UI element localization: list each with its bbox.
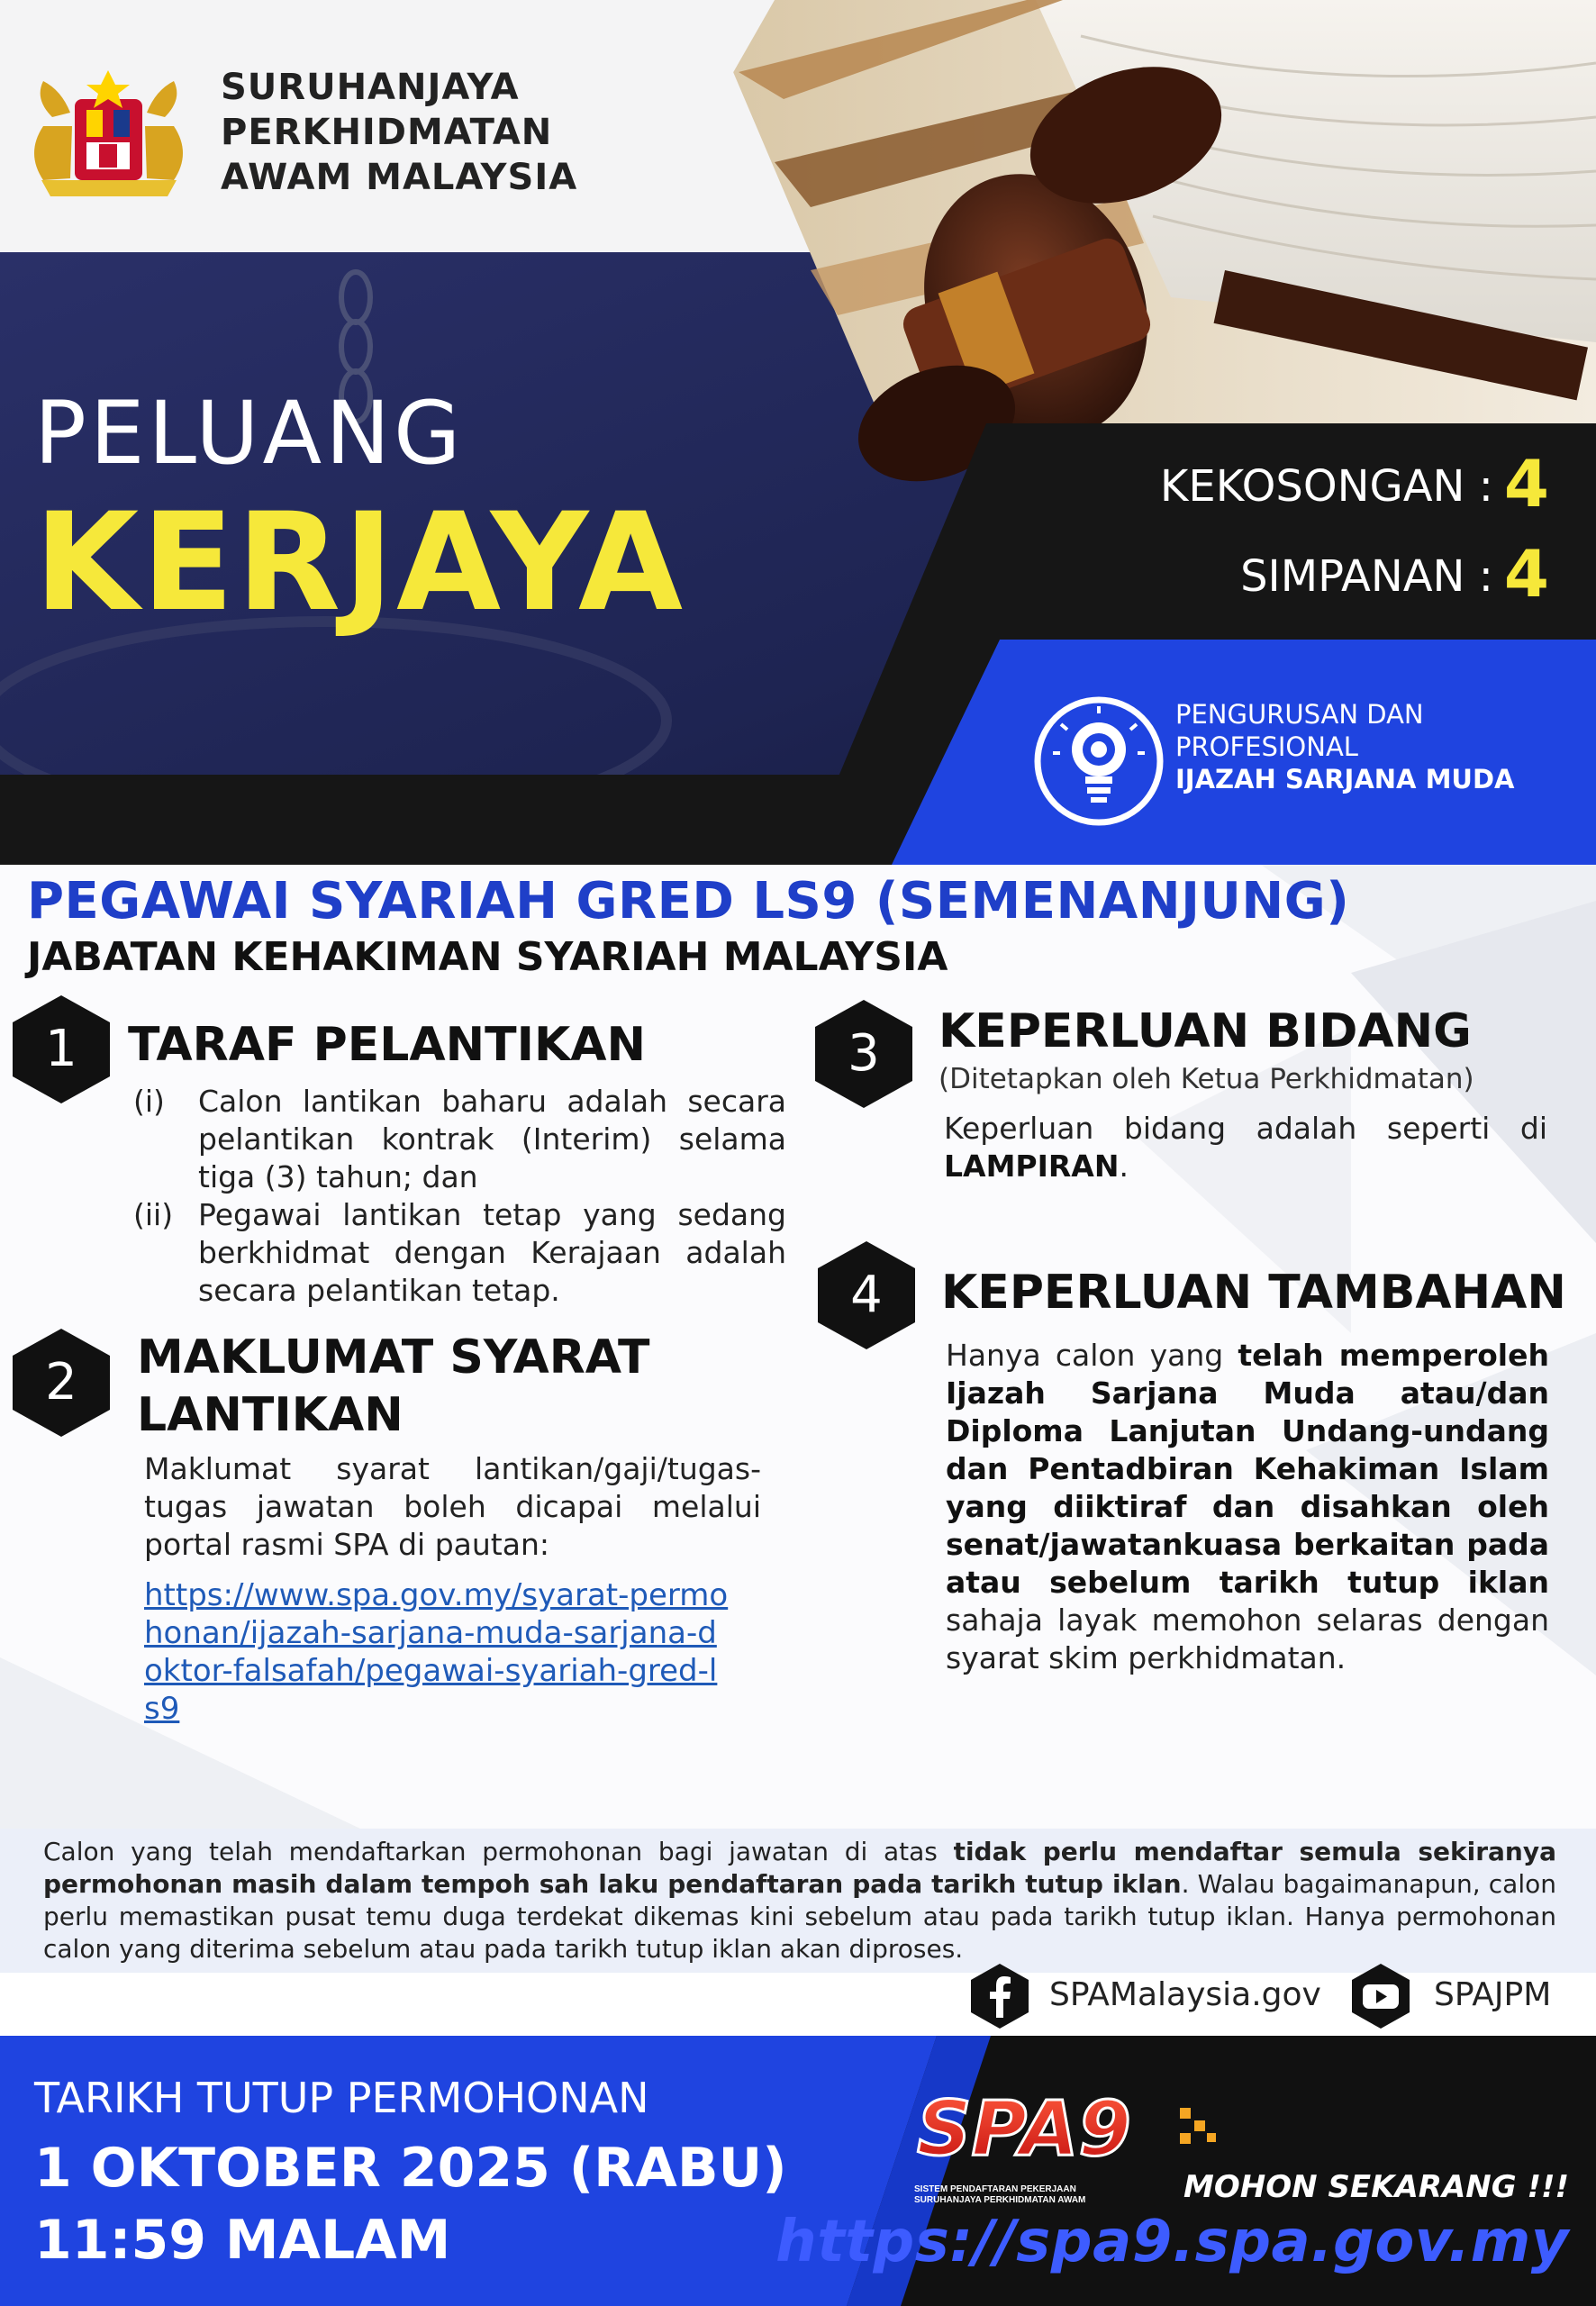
section-3-subheading: (Ditetapkan oleh Ketua Perkhidmatan) xyxy=(939,1063,1474,1095)
section-2-number: 2 xyxy=(45,1353,77,1412)
spa9-sub-line1: SISTEM PENDAFTARAN PEKERJAAN xyxy=(914,2184,1076,2194)
list-item xyxy=(133,1083,786,1196)
spa9-subtitle xyxy=(914,2184,1094,2206)
job-title: PEGAWAI SYARIAH GRED LS9 (SEMENANJUNG) xyxy=(27,872,1350,931)
section-1-heading: TARAF PELANTIKAN xyxy=(128,1018,646,1072)
org-name-line2: PERKHIDMATAN xyxy=(221,112,553,153)
category-line2: PROFESIONAL xyxy=(1175,731,1358,762)
section-1-number-badge xyxy=(13,995,110,1103)
list-marker: (i) xyxy=(133,1084,165,1119)
org-name-line1: SURUHANJAYA xyxy=(221,67,520,108)
section-3-body-bold: LAMPIRAN xyxy=(944,1148,1120,1184)
syarat-lantikan-link[interactable]: https://www.spa.gov.my/syarat-permohonan/ijazah-sarjana-muda-sarjana-doktor-falsafah/pegawai-syariah-gred-ls9 xyxy=(144,1577,729,1727)
section-3-number: 3 xyxy=(848,1024,880,1083)
youtube-handle[interactable]: SPAJPM xyxy=(1434,1976,1552,2013)
section-4-body-bold: telah memperoleh Ijazah Sarjana Muda atau/dan Diploma Lanjutan Undang-undang dan Pentadbiran Kehakiman Islam yang diiktiraf dan disahkan oleh senat/jawatankuasa berkaitan pada atau sebelum tarikh tutup iklan xyxy=(946,1338,1549,1600)
registration-notice xyxy=(43,1836,1556,1966)
list-text: Calon lantikan baharu adalah secara pelantikan kontrak (Interim) selama tiga (3) tahun; dan xyxy=(198,1084,786,1194)
section-3-number-badge xyxy=(815,1000,912,1108)
vacancy-count xyxy=(1160,446,1549,522)
section-4-heading: KEPERLUAN TAMBAHAN xyxy=(941,1266,1566,1320)
section-2-heading-line1: MAKLUMAT SYARAT xyxy=(137,1330,650,1385)
section-4-body xyxy=(946,1337,1549,1677)
section-2-number-badge xyxy=(13,1329,110,1437)
section-3-body-post: . xyxy=(1119,1148,1129,1184)
section-2-body: Maklumat syarat lantikan/gaji/tugas-tugas jawatan boleh dicapai melalui portal rasmi SPA di pautan: xyxy=(144,1451,761,1562)
section-3-body xyxy=(944,1110,1547,1185)
youtube-icon[interactable] xyxy=(1347,1962,1415,2030)
notice-post: . Walau bagaimanapun, calon perlu memastikan pusat temu duga terdekat dikemas kini sebelum atau pada tarikh tutup iklan. Hanya permohonan calon yang diterima sebelum atau pada tarikh tutup iklan akan diproses. xyxy=(43,1869,1556,1964)
section-4-number-badge xyxy=(818,1241,915,1349)
section-2-heading xyxy=(137,1329,649,1444)
notice-bold: tidak perlu mendaftar semula sekiranya permohonan masih dalam tempoh sah laku pendaftaran pada tarikh tutup iklan xyxy=(43,1837,1556,1899)
department-name: JABATAN KEHAKIMAN SYARIAH MALAYSIA xyxy=(27,934,948,980)
coat-of-arms-logo xyxy=(16,63,201,207)
hero-title-line1: PELUANG xyxy=(34,383,465,484)
reserve-value: 4 xyxy=(1503,536,1549,612)
list-text: Pegawai lantikan tetap yang sedang berkhidmat dengan Kerajaan adalah secara pelantikan tetap. xyxy=(198,1197,786,1308)
org-name-line3: AWAM MALAYSIA xyxy=(221,157,578,198)
section-1-number: 1 xyxy=(45,1020,77,1078)
lightbulb-gear-icon xyxy=(1031,694,1166,829)
category-line3: IJAZAH SARJANA MUDA xyxy=(1175,764,1515,794)
closing-time: 11:59 MALAM xyxy=(34,2209,451,2272)
apply-url-link[interactable]: https://spa9.spa.gov.my xyxy=(775,2209,1569,2275)
spa9-logo-text: SPA9 xyxy=(917,2084,1131,2173)
spa9-sub-line2: SURUHANJAYA PERKHIDMATAN AWAM xyxy=(914,2195,1086,2205)
section-2-heading-line2: LANTIKAN xyxy=(137,1388,404,1442)
vacancy-label: KEKOSONGAN : xyxy=(1159,461,1493,512)
reserve-count xyxy=(1240,536,1549,612)
facebook-handle[interactable]: SPAMalaysia.gov xyxy=(1049,1976,1321,2013)
section-4-body-post: sahaja layak memohon selaras dengan syarat skim perkhidmatan. xyxy=(946,1602,1549,1675)
section-1-list xyxy=(133,1083,786,1310)
vacancy-value: 4 xyxy=(1503,446,1549,522)
organization-name xyxy=(221,65,577,200)
job-category xyxy=(1175,698,1515,795)
category-line1: PENGURUSAN DAN xyxy=(1175,699,1424,730)
section-4-number: 4 xyxy=(850,1266,883,1324)
closing-date-label: TARIKH TUTUP PERMOHONAN xyxy=(34,2074,649,2122)
section-3-heading: KEPERLUAN BIDANG xyxy=(939,1004,1472,1058)
list-marker: (ii) xyxy=(133,1197,174,1232)
reserve-label: SIMPANAN : xyxy=(1240,551,1493,602)
closing-date: 1 OKTOBER 2025 (RABU) xyxy=(34,2137,787,2200)
section-3-body-pre: Keperluan bidang adalah seperti di xyxy=(944,1111,1547,1146)
notice-pre: Calon yang telah mendaftarkan permohonan bagi jawatan di atas xyxy=(43,1837,954,1866)
hero-title-line2: KERJAYA xyxy=(34,485,686,641)
section-4-body-pre: Hanya calon yang xyxy=(946,1338,1238,1373)
apply-now-label: MOHON SEKARANG !!! xyxy=(1183,2169,1569,2205)
facebook-icon[interactable] xyxy=(966,1962,1034,2030)
list-item xyxy=(133,1196,786,1310)
